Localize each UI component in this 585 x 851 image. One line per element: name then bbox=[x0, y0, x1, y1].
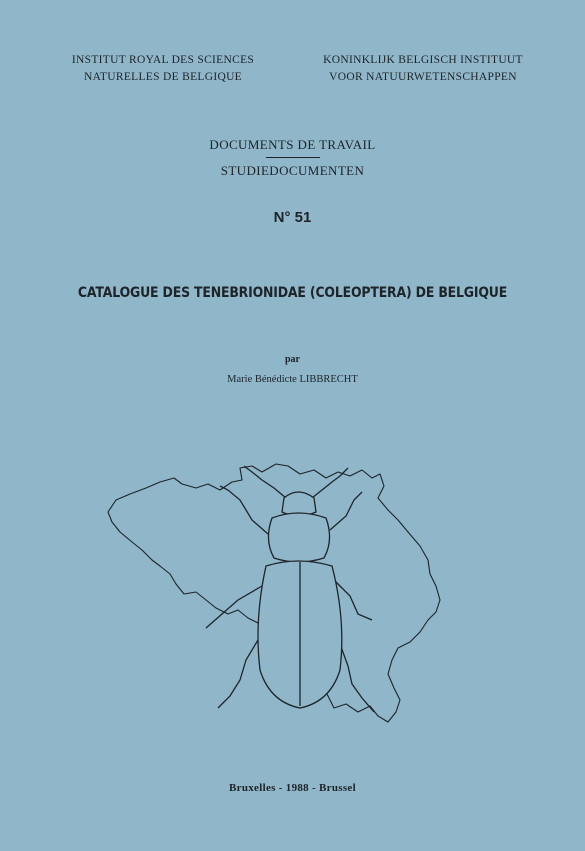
institute-fr-line2: NATURELLES DE BELGIQUE bbox=[84, 71, 242, 83]
document-title: CATALOGUE DES TENEBRIONIDAE (COLEOPTERA) DE BELGIQUE bbox=[77, 285, 508, 301]
series-title-nl: STUDIEDOCUMENTEN bbox=[220, 163, 365, 178]
publication-footer: Bruxelles - 1988 - Brussel bbox=[229, 782, 356, 794]
beetle-drawing bbox=[206, 466, 374, 712]
hind-left-leg bbox=[218, 640, 258, 708]
series-title-fr: DOCUMENTS DE TRAVAIL bbox=[209, 137, 376, 152]
hind-right-leg bbox=[340, 644, 374, 712]
institute-fr-line1: INSTITUT ROYAL DES SCIENCES bbox=[71, 54, 255, 66]
institute-nl-line2: VOOR NATUURWETENSCHAPPEN bbox=[329, 71, 517, 83]
author-name: Marie Bénédicte LIBBRECHT bbox=[227, 374, 358, 385]
institute-nl-line1: KONINKLIJK BELGISCH INSTITUUT bbox=[323, 54, 523, 66]
front-left-leg bbox=[220, 486, 268, 534]
front-right-leg bbox=[330, 492, 362, 530]
by-label: par bbox=[285, 354, 300, 365]
beetle-pronotum bbox=[268, 513, 329, 562]
issue-number: N° 51 bbox=[273, 209, 312, 226]
